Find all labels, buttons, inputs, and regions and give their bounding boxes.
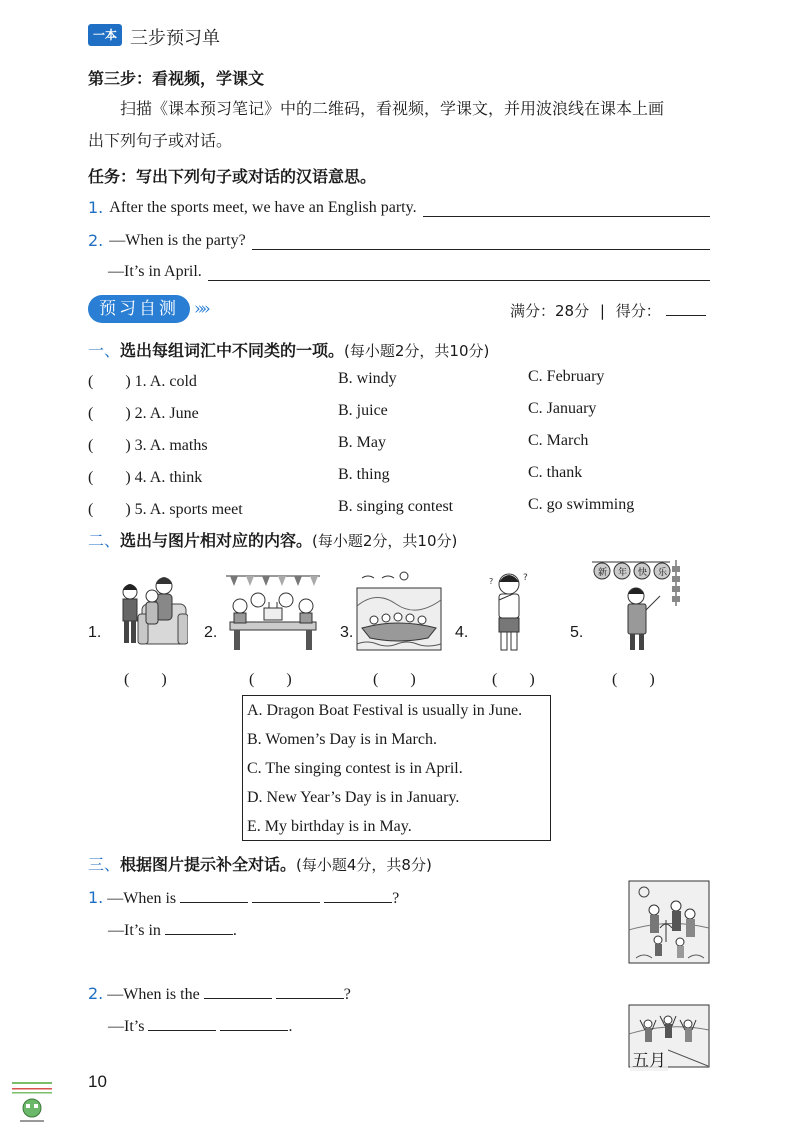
family-picture [112,570,188,652]
option-a: A. think [149,469,203,486]
svg-text:?: ? [489,577,494,586]
score-input[interactable] [666,299,706,316]
self-test-badge: 预习自测 [88,295,190,323]
picture-label-5: 5. [570,624,584,641]
question-number: 3. [134,437,147,454]
question-number: 2. [88,984,104,1003]
option-a: A. June [149,405,199,422]
lantern-char: 新 [598,568,608,578]
score-total: 满分：28分 [510,302,590,320]
item-text: —It’s in April. [108,263,202,280]
may-caption: 五月 [630,1046,668,1071]
lantern-char: 年 [618,568,628,578]
option-c: C. The singing contest is in April. [247,760,463,777]
lantern-char: 快 [638,568,648,578]
question-row [88,496,243,519]
new-year-picture [590,556,690,654]
boy-picture [485,570,535,654]
punctuation: . [232,922,237,939]
question-number: 1. [88,888,104,907]
translation-item-2 [88,231,710,250]
picture-answer-4[interactable]: ( ) [492,671,535,688]
option-a: A. sports meet [149,501,243,518]
answer-text: —It’s [108,1018,145,1035]
answer-blank[interactable] [165,918,233,935]
options-box [242,695,551,841]
section2-title [88,528,457,551]
qr-code-icon [10,1080,54,1126]
tree-planting-picture [628,880,710,964]
section-number: 一、 [88,341,121,360]
step-paragraph-line1: 扫描《课本预习笔记》中的二维码，看视频，学课文，并用波浪线在课本上画 [120,99,665,118]
section-number: 三、 [88,855,121,874]
punctuation: . [288,1018,293,1035]
punctuation: ? [392,890,400,907]
option-b: B. juice [338,402,388,419]
question-number: 2. [134,405,147,422]
option-a: A. Dragon Boat Festival is usually in June. [247,702,523,719]
question-text: —When is the [107,986,200,1003]
section-note: (每小题4分，共8分) [296,856,432,874]
score-area [510,299,706,321]
birthday-party-picture [224,570,322,652]
question-number: 1. [134,373,147,390]
answer-paren[interactable]: ( ) [88,405,131,422]
option-b: B. Women’s Day is in March. [247,731,437,748]
option-b: B. thing [338,466,390,483]
question-text: —When is [107,890,177,907]
answer-text: —It’s in [108,922,161,939]
answer-blank[interactable] [252,886,320,903]
answer-paren[interactable]: ( ) [88,437,131,454]
answer-line[interactable] [208,264,710,281]
picture-label-1: 1. [88,624,102,641]
option-c: C. March [528,432,589,449]
question-row [88,400,199,423]
option-b: B. May [338,434,386,451]
header-title: 三步预习单 [130,28,220,49]
item-number: 1. [88,198,104,217]
section-heading: 根据图片提示补全对话。 [120,855,297,874]
task-title: 任务：写出下列句子或对话的汉语意思。 [88,167,377,186]
score-label: 得分： [615,302,661,320]
chevron-right-icon: »» [194,299,207,319]
option-c: C. January [528,400,597,417]
question-row [88,368,197,391]
section3-title [88,852,432,875]
option-d: D. New Year’s Day is in January. [247,789,460,806]
answer-blank[interactable] [204,982,272,999]
answer-blank[interactable] [324,886,392,903]
picture-answer-3[interactable]: ( ) [373,671,416,688]
item-text: —When is the party? [109,232,246,249]
answer-paren[interactable]: ( ) [88,373,131,390]
picture-answer-2[interactable]: ( ) [249,671,292,688]
section-heading: 选出与图片相对应的内容。 [120,531,313,550]
answer-line[interactable] [252,233,710,250]
option-c: C. thank [528,464,583,481]
question-number: 5. [134,501,147,518]
option-b: B. windy [338,370,397,387]
section-number: 二、 [88,531,121,550]
dialogue-1-question [88,886,399,908]
picture-label-3: 3. [340,624,354,641]
answer-line[interactable] [423,200,710,217]
punctuation: ? [343,986,351,1003]
question-number: 4. [134,469,147,486]
translation-item-3 [108,263,710,281]
score-separator: | [599,302,605,320]
option-e: E. My birthday is in May. [247,818,412,835]
dialogue-1-answer [108,918,237,940]
answer-blank[interactable] [276,982,344,999]
question-row [88,432,208,455]
answer-paren[interactable]: ( ) [88,469,131,486]
item-text: After the sports meet, we have an English party. [109,199,417,216]
picture-label-4: 4. [455,624,469,641]
step-paragraph-line2: 出下列句子或对话。 [88,131,233,150]
section-note: (每小题2分，共10分) [312,532,458,550]
dialogue-2-question [88,982,351,1004]
lantern-char: 乐 [658,568,668,578]
step-title: 第三步：看视频，学课文 [88,69,265,88]
section-note: (每小题2分，共10分) [344,342,490,360]
translation-item-1 [88,198,710,217]
answer-blank[interactable] [180,886,248,903]
section1-title [88,338,489,361]
item-number: 2. [88,231,104,250]
page-number: 10 [88,1072,107,1091]
brand-logo: 一本 [88,24,122,46]
section-heading: 选出每组词汇中不同类的一项。 [120,341,345,360]
option-c: C. go swimming [528,496,635,513]
option-a: A. cold [149,373,197,390]
svg-text:?: ? [523,573,528,583]
answer-blank[interactable] [148,1014,216,1031]
option-a: A. maths [149,437,208,454]
picture-answer-1[interactable]: ( ) [124,671,167,688]
option-c: C. February [528,368,605,385]
picture-answer-5[interactable]: ( ) [612,671,655,688]
answer-paren[interactable]: ( ) [88,501,131,518]
answer-blank[interactable] [220,1014,288,1031]
option-b: B. singing contest [338,498,454,515]
picture-label-2: 2. [204,624,218,641]
dialogue-2-answer [108,1014,292,1036]
question-row [88,464,202,487]
dragon-boat-picture [356,570,442,652]
